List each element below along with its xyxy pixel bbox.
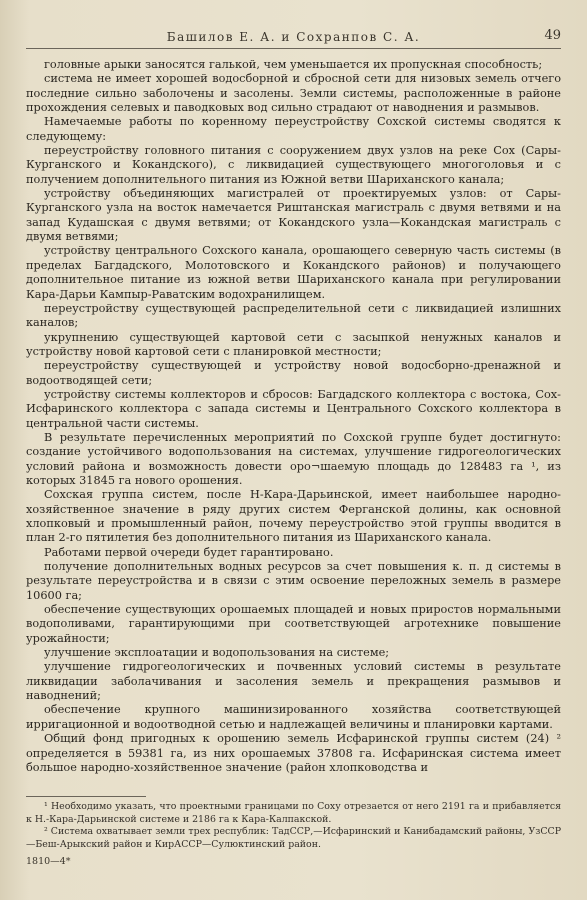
running-head: Башилов Е. А. и Сохранпов С. А. (166, 30, 421, 44)
paragraph: Намечаемые работы по коренному переустройству Сохской системы сводятся к следующему: (26, 115, 561, 143)
paragraph: улучшение эксплоатации и водопользования на системе; (44, 646, 390, 660)
paragraph: Работами первой очереди будет гарантировано. (44, 545, 334, 559)
paragraph: Общий фонд пригодных к орошению земель Исфаринской группы систем (24) ² определяется в 59381 га, из них орошаемых 37808 га. Исфаринская система имеет большое народно-хозяйственное значение (район хлопководства и (26, 732, 561, 774)
paragraph: укрупнению существующей картовой сети с засыпкой ненужных каналов и устройству новой картовой сети с планировкой местности; (26, 330, 561, 358)
paragraph: Сохская группа систем, после Н-Кара-Дарьинской, имеет наибольшее народно-хозяйственное значение в ряду других систем Ферганской долины, как основной хлопковый и промышленный район, почему переустройство этой группы вводится в план 2-го пятилетия без дополнительного питания из Шариханского канала. (26, 488, 561, 545)
paragraph: переустройству существующей распределительной сети с ликвидацией излишних каналов; (26, 301, 561, 330)
paragraph: устройству центрального Сохского канала, орошающего северную часть системы (в пределах Багдадского, Молотовского и Кокандского районов) и получающего дополнительное питание из южной ветви Шариханского канала при регулировании Кара-Дарьи Кампыр-Раватским водохранилищем. (26, 244, 561, 301)
page-header (26, 30, 561, 49)
paragraph: система не имеет хорошей водосборной и сбросной сети для низовых земель отчего последние сильно заболочены и засолены. Земли системы, расположенные в районе прохождения селевых и паводковых вод сильно страдают от наводнения и размывов. (26, 72, 561, 115)
footnotes (26, 796, 561, 851)
footnote: ² Система охватывает земли трех республик: ТадССР,—Исфаринский и Канибадамский районы, УзССР—Беш-Арыкский район и КирАССР—Сулюктинский район. (26, 826, 561, 850)
paragraph: улучшение гидрогеологических и почвенных условий системы в результате ликвидации заболачивания и засоления земель и прекращения размывов и наводнений; (26, 660, 561, 703)
page-number: 49 (544, 28, 561, 43)
footnote: ¹ Необходимо указать, что проектными границами по Соху отрезается от него 2191 га и прибавляется к Н.-Кара-Дарьинской системе и 2186 га к Кара-Калпакской. (26, 801, 561, 825)
paragraph: получение дополнительных водных ресурсов за счет повышения к. п. д системы в результате переустройства и в связи с этим освоение переложных земель в размере 10600 га; (26, 560, 561, 602)
paragraph: обеспечение крупного машинизированного хозяйства соответствующей ирригационной и водоотводной сетью и надлежащей величины и планировки картами. (26, 703, 561, 731)
footnote-rule (26, 796, 146, 797)
paragraph: переустройству головного питания с сооружением двух узлов на реке Сох (Сары-Курганского и Кокандского), с ликвидацией существующего многоголовья и с получением дополнительного питания из Южной ветви Шариханского канала; (26, 144, 561, 186)
paragraph: головные арыки заносятся галькой, чем уменьшается их пропускная способность; (44, 58, 543, 71)
printer-signature: 1810—4* (26, 856, 71, 867)
body-text (26, 58, 561, 775)
paragraph: переустройству существующей и устройству новой водосборно-дренажной и водоотводящей сети; (26, 359, 561, 387)
paragraph: обеспечение существующих орошаемых площадей и новых приростов нормальными водополивами, гарантирующими при соответствующей агротехнике повышение урожайности; (26, 603, 561, 645)
paragraph: устройству объединяющих магистралей от проектируемых узлов: от Сары-Курганского узла на восток намечается Риштанская магистраль с двумя ветвями и на запад Кудашская с двумя ветвями; от Кокандского узла—Кокандская магистраль с двумя ветвями; (26, 187, 561, 244)
paragraph: устройству системы коллекторов и сбросов: Багдадского коллектора с востока, Сох-Исфаринского коллектора с запада системы и Центрального Сохского коллектора в центральной части системы. (26, 387, 561, 430)
paragraph: В результате перечисленных мероприятий по Сохской группе будет достигнуто: создание устойчивого водопользования на системах, улучшение гидрогеологических условий района и возможность довести оро¬шаемую площадь до 128483 га ¹, из которых 31845 га нового орошения. (26, 430, 561, 487)
